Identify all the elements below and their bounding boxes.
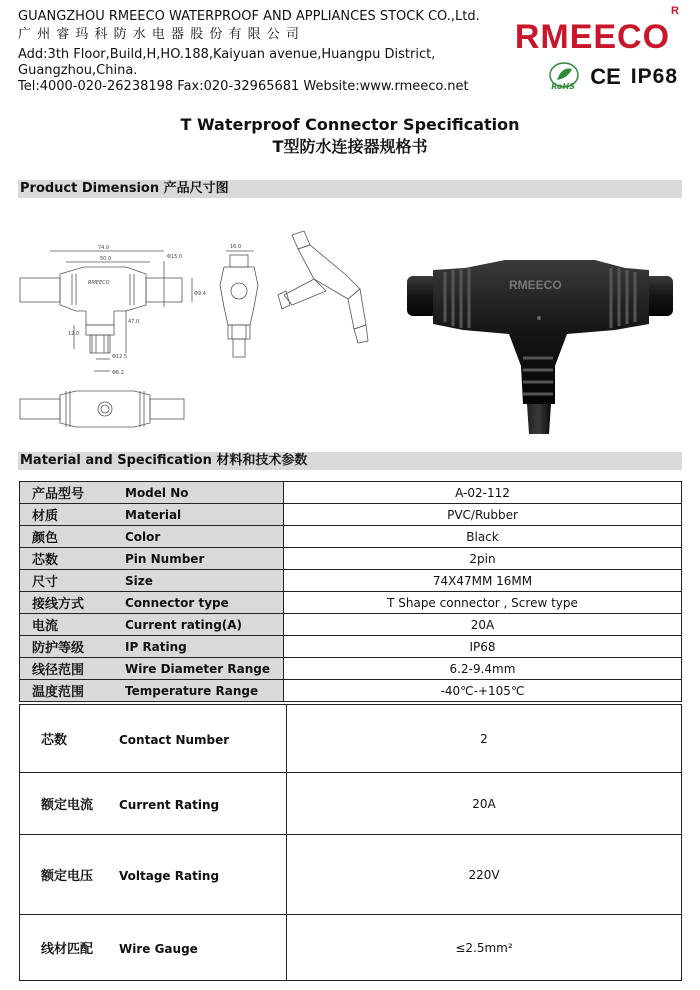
spec-en-label: Color (122, 526, 284, 548)
spec-cn-label: 温度范围 (20, 680, 123, 702)
dimension-12: 12.0 (68, 331, 80, 337)
product-photo (405, 248, 675, 438)
drawing-brand: RMEECO (88, 280, 110, 286)
rating-en-label: Current Rating (119, 798, 220, 812)
spec-cn-label: 材质 (20, 504, 123, 526)
table-row (20, 835, 682, 915)
spec-value: 74X47MM 16MM (284, 570, 682, 592)
spec-en-label: Connector type (122, 592, 284, 614)
spec-value: -40℃-+105℃ (284, 680, 682, 702)
spec-cn-label: 产品型号 (20, 482, 123, 504)
table-row (20, 915, 682, 981)
rating-en-label: Contact Number (119, 733, 230, 747)
dimension-50: 50.0 (100, 256, 112, 262)
spec-value: IP68 (284, 636, 682, 658)
company-name-en: GUANGZHOU RMEECO WATERPROOF AND APPLIANCES STOCK CO.,Ltd. (18, 9, 480, 24)
section-material-header: Material and Specification 材料和技术参数 (18, 452, 682, 470)
spec-value: 6.2-9.4mm (284, 658, 682, 680)
dimension-74: 74.0 (98, 245, 110, 251)
company-address-1: Add:3th Floor,Build,H,HO.188,Kaiyuan avenue,Huangpu District, (18, 47, 436, 62)
spec-en-label: Wire Diameter Range (122, 658, 284, 680)
table-row (20, 570, 682, 592)
table-row (20, 548, 682, 570)
spec-cn-label: 颜色 (20, 526, 123, 548)
rating-value: ≤2.5mm² (287, 915, 682, 981)
rating-cn-label: 芯数 (41, 733, 68, 748)
spec-en-label: Current rating(A) (122, 614, 284, 636)
dimension-phi15: Φ15.0 (167, 254, 183, 260)
rating-cn-label: 线材匹配 (41, 942, 94, 957)
spec-cn-label: 芯数 (20, 548, 123, 570)
spec-cn-label: 线径范围 (20, 658, 123, 680)
rating-value: 2 (287, 705, 682, 773)
table-row (20, 482, 682, 504)
table-row (20, 526, 682, 548)
table-row (20, 636, 682, 658)
dimension-phi125: Φ12.5 (112, 354, 128, 360)
spec-en-label: Material (122, 504, 284, 526)
table-row (20, 773, 682, 835)
section-dimension-header: Product Dimension 产品尺寸图 (18, 180, 682, 198)
rating-cn-label: 额定电流 (41, 798, 94, 813)
registered-mark: R (671, 4, 680, 17)
rohs-icon: RoHS (548, 62, 580, 92)
spec-value: PVC/Rubber (284, 504, 682, 526)
spec-cn-label: 接线方式 (20, 592, 123, 614)
dimension-16: 16.0 (230, 244, 242, 250)
ip68-mark: IP68 (630, 65, 678, 88)
spec-value: T Shape connector , Screw type (284, 592, 682, 614)
spec-cn-label: 防护等级 (20, 636, 123, 658)
spec-value: 2pin (284, 548, 682, 570)
rating-cn-label: 额定电压 (41, 869, 94, 884)
company-name-cn: 广 州 睿 玛 科 防 水 电 器 股 份 有 限 公 司 (18, 27, 300, 42)
title-en: T Waterproof Connector Specification (180, 115, 520, 134)
spec-cn-label: 尺寸 (20, 570, 123, 592)
rating-table (19, 704, 682, 981)
dimension-phi94: Φ9.4 (194, 291, 206, 297)
spec-value: 20A (284, 614, 682, 636)
table-row (20, 614, 682, 636)
technical-drawing (14, 225, 374, 435)
table-row (20, 504, 682, 526)
table-row (20, 680, 682, 702)
ce-mark: CE (590, 64, 621, 89)
certifications (548, 62, 678, 92)
spec-table (19, 481, 682, 702)
title-cn: T型防水连接器规格书 (272, 137, 428, 156)
rating-en-label: Wire Gauge (119, 942, 198, 956)
spec-value: A-02-112 (284, 482, 682, 504)
rating-value: 20A (287, 773, 682, 835)
company-address-2: Guangzhou,China. (18, 63, 138, 78)
spec-en-label: IP Rating (122, 636, 284, 658)
company-contact: Tel:4000-020-26238198 Fax:020-32965681 Website:www.rmeeco.net (18, 79, 469, 94)
table-row (20, 592, 682, 614)
spec-en-label: Temperature Range (122, 680, 284, 702)
rmeeco-logo: $RMEECO^R$ (514, 4, 680, 56)
spec-en-label: Size (122, 570, 284, 592)
table-row (20, 658, 682, 680)
rating-value: 220V (287, 835, 682, 915)
spec-en-label: Model No (122, 482, 284, 504)
spec-cn-label: 电流 (20, 614, 123, 636)
rating-en-label: Voltage Rating (119, 869, 220, 883)
spec-value: Black (284, 526, 682, 548)
table-row (20, 705, 682, 773)
photo-brand: RMEECO (509, 278, 562, 292)
dimension-phi62: Φ6.2 (112, 370, 124, 376)
spec-en-label: Pin Number (122, 548, 284, 570)
dimension-47: 47.0 (128, 319, 140, 325)
